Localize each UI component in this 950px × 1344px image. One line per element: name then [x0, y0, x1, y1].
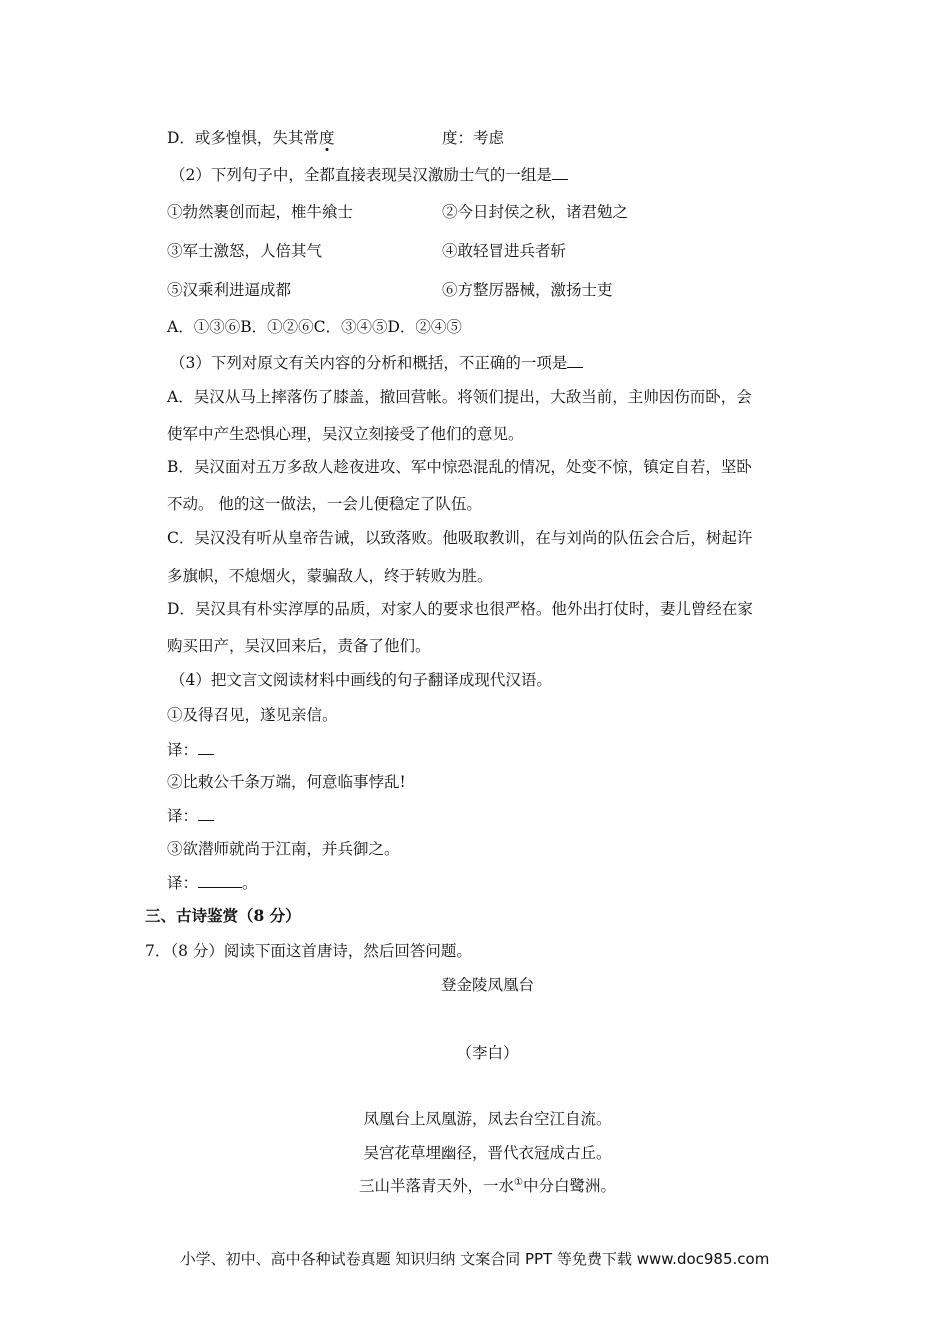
question-3-stem	[170, 353, 583, 373]
question-2-stem	[170, 165, 568, 185]
poem-line-1: 凤凰台上凤凰游，凤去台空江自流。	[363, 1110, 612, 1128]
poem-line-3-b: 中分白鹭洲。	[522, 1177, 616, 1195]
answer-blank[interactable]	[198, 806, 214, 821]
answer-blank	[567, 353, 583, 368]
translation-label: 译：	[167, 874, 199, 892]
question-3-text: （3）下列对原文有关内容的分析和概括，不正确的一项是	[170, 354, 568, 372]
answer-blank	[552, 165, 568, 180]
footnote-marker: ①	[514, 1176, 523, 1188]
sentence-1: ①及得召见，遂见亲信。	[167, 706, 338, 724]
translation-3	[167, 873, 258, 893]
poem-line-3-a: 三山半落青天外，一水	[359, 1177, 515, 1195]
question-7-stem: 7．（8 分）阅读下面这首唐诗，然后回答问题。	[145, 942, 472, 960]
answer-blank[interactable]	[198, 873, 242, 888]
option-d-line	[167, 128, 334, 148]
question-4-stem: （4）把文言文阅读材料中画线的句子翻译成现代汉语。	[170, 671, 552, 689]
item-2: ②今日封侯之秋，诸君勉之	[442, 203, 629, 221]
option-d-line-1: D．吴汉具有朴实淳厚的品质，对家人的要求也很严格。他外出打仗时，妻儿曾经在家	[167, 600, 753, 618]
option-a-line-2: 使军中产生恐惧心理，吴汉立刻接受了他们的意见。	[167, 425, 524, 443]
item-1: ①勃然裹创而起，椎牛飨士	[167, 203, 354, 221]
sentence-2: ②比敕公千条万端，何意临事悖乱!	[167, 773, 406, 791]
question-2-choices: A．①③⑥B．①②⑥C．③④⑤D．②④⑤	[167, 318, 462, 336]
item-6: ⑥方整厉器械，激扬士吏	[442, 281, 613, 299]
translation-1	[167, 740, 214, 760]
translation-label: 译：	[167, 741, 199, 759]
poem-title: 登金陵凤凰台	[440, 976, 534, 994]
poem-line-2: 吴宫花草埋幽径，晋代衣冠成古丘。	[363, 1144, 612, 1162]
poem-author: （李白）	[456, 1044, 519, 1062]
translation-label: 译：	[167, 807, 199, 825]
option-d-text: D．或多惶惧，失其常	[167, 129, 319, 147]
option-d-line-2: 购买田产，吴汉回来后，责备了他们。	[167, 637, 431, 655]
item-3: ③军士激怒，人倍其气	[167, 242, 323, 260]
item-5: ⑤汉乘利进逼成都	[167, 281, 292, 299]
item-4: ④敢轻冒进兵者斩	[442, 242, 567, 260]
answer-blank[interactable]	[198, 740, 214, 755]
translation-2	[167, 806, 214, 826]
sentence-3: ③欲潜师就尚于江南，并兵御之。	[167, 840, 400, 858]
option-b-line-1: B．吴汉面对五万多敌人趁夜进攻、军中惊恐混乱的情况，处变不惊，镇定自若，坚卧	[167, 458, 752, 476]
page-footer: 小学、初中、高中各种试卷真题 知识归纳 文案合同 PPT 等免费下载 www.doc985.com	[180, 1250, 770, 1268]
question-2-text: （2）下列句子中，全都直接表现吴汉激励士气的一组是	[170, 166, 552, 184]
period: 。	[242, 874, 258, 892]
option-b-line-2: 不动。 他的这一做法，一会儿便稳定了队伍。	[167, 495, 482, 513]
option-a-line-1: A．吴汉从马上摔落伤了膝盖，撤回营帐。将领们提出，大敌当前，主帅因伤而卧，会	[167, 388, 752, 406]
option-d-gloss: 度：考虑	[442, 129, 505, 147]
section-heading: 三、古诗鉴赏（8 分）	[145, 906, 301, 925]
option-c-line-1: C．吴汉没有听从皇帝告诫，以致落败。他吸取教训，在与刘尚的队伍会合后，树起许	[167, 529, 753, 547]
poem-line-3	[0, 1176, 950, 1196]
emphasis-dot-char: 度	[318, 129, 335, 147]
option-c-line-2: 多旗帜，不熄烟火，蒙骗敌人，终于转败为胜。	[167, 567, 493, 585]
